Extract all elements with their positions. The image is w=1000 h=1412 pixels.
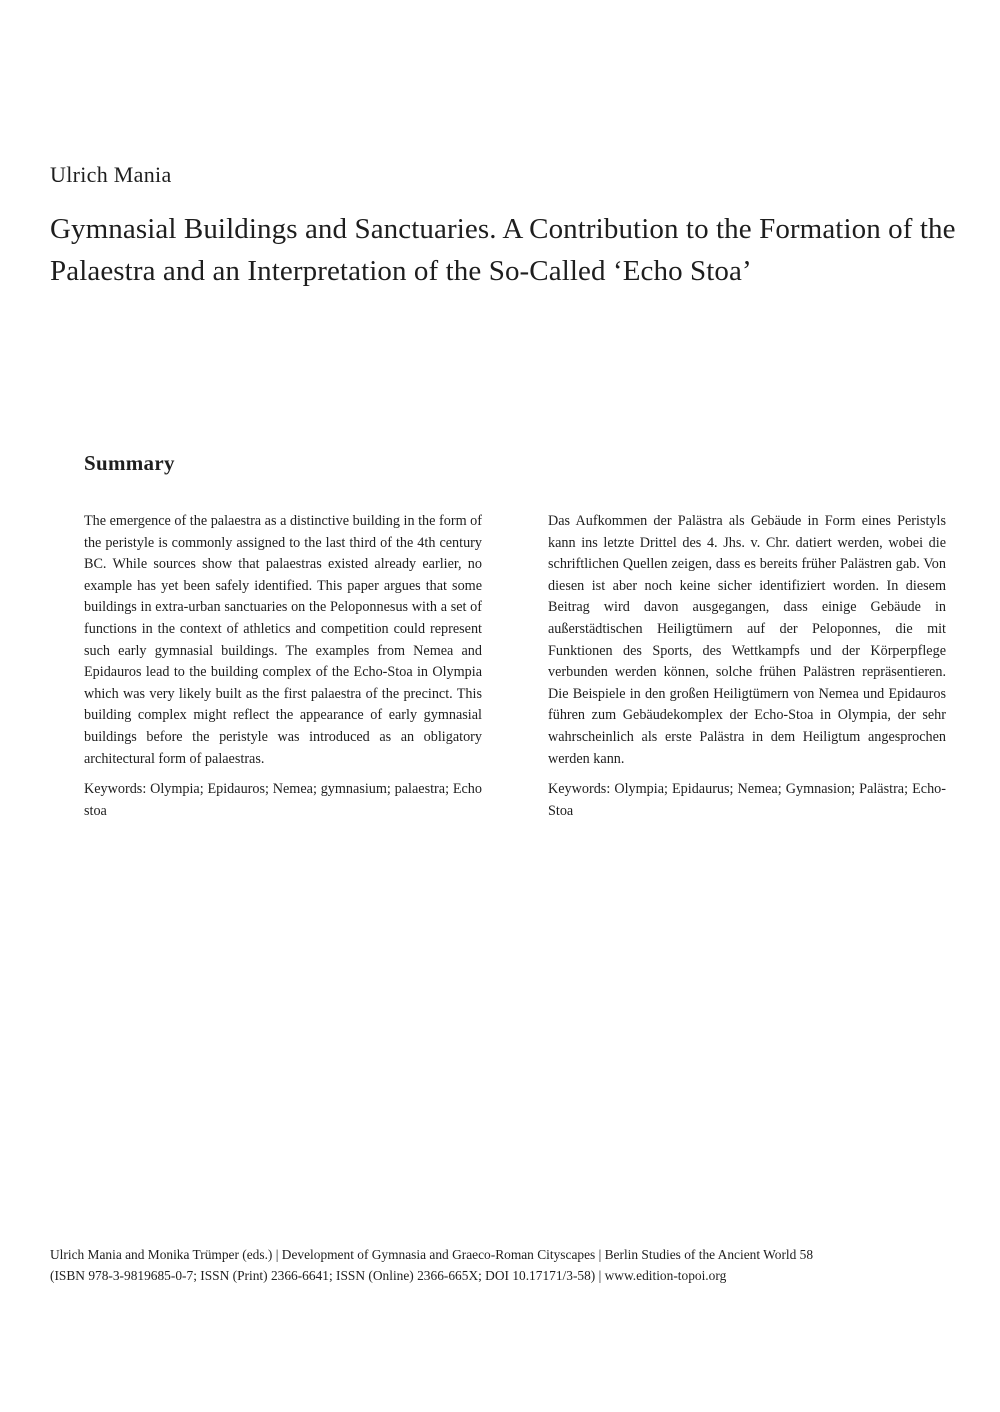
german-abstract: Das Aufkommen der Palästra als Gebäude in Form eines Peristyls kann ins letzte Drittel des 4. Jhs. v. Chr. datiert werden, wobei die schriftlichen Quellen zeigen, dass es bereits früher Palästren gab. Von diesen ist aber noch keine sicher identifiziert worden. In diesem Beitrag wird davon ausgegangen, dass einige Gebäude in außerstädtischen Heiligtümern auf der Peloponnes, die mit Funktionen des Sports, des Wettkampfs und der Körperpflege verbunden werden können, solche frühen Palästren repräsentieren. Die Beispiele in den großen Heiligtümern von Nemea und Epidauros führen zum Gebäudekomplex der Echo-Stoa in Olympia, der sehr wahrscheinlich als erste Palästra in dem Heiligtum angesprochen werden kann. [548,513,946,767]
footer-citation-line: Ulrich Mania and Monika Trümper (eds.) | Development of Gymnasia and Graeco-Roman Cityscapes | Berlin Studies of the Ancient World 58 [50,1247,814,1262]
german-keywords: Keywords: Olympia; Epidaurus; Nemea; Gymnasion; Palästra; Echo-Stoa [548,781,946,819]
english-abstract: The emergence of the palaestra as a distinctive building in the form of the peristyle is commonly assigned to the last third of the 4th century BC. While sources show that palaestras existed already earlier, no example has yet been safely identified. This paper argues that some buildings in extra-urban sanctuaries on the Peloponnesus with a set of functions in the context of athletics and competition could represent such early gymnasial buildings. The examples from Nemea and Epidauros lead to the building complex of the Echo-Stoa in Olympia which was very likely built as the first palaestra of the precinct. This building complex might reflect the appearance of early gymnasial buildings before the peristyle was introduced as an obligatory architectural form of palaestras. [84,513,482,767]
footer-identifiers-line: (ISBN 978-3-9819685-0-7; ISSN (Print) 2366-6641; ISSN (Online) 2366-665X; DOI 10.17171/3-58) | www.edition-topoi.org [50,1268,727,1283]
publication-footer [50,1244,950,1286]
german-summary-column [548,511,946,831]
english-keywords: Keywords: Olympia; Epidauros; Nemea; gymnasium; palaestra; Echo stoa [84,781,482,819]
article-title: Gymnasial Buildings and Sanctuaries. A Contribution to the Formation of the Palaestra and an Interpretation of the So-Called ‘Echo Stoa’ [50,213,956,287]
author-name: Ulrich Mania [50,162,172,187]
summary-heading: Summary [84,451,175,475]
english-summary-column [84,511,482,831]
